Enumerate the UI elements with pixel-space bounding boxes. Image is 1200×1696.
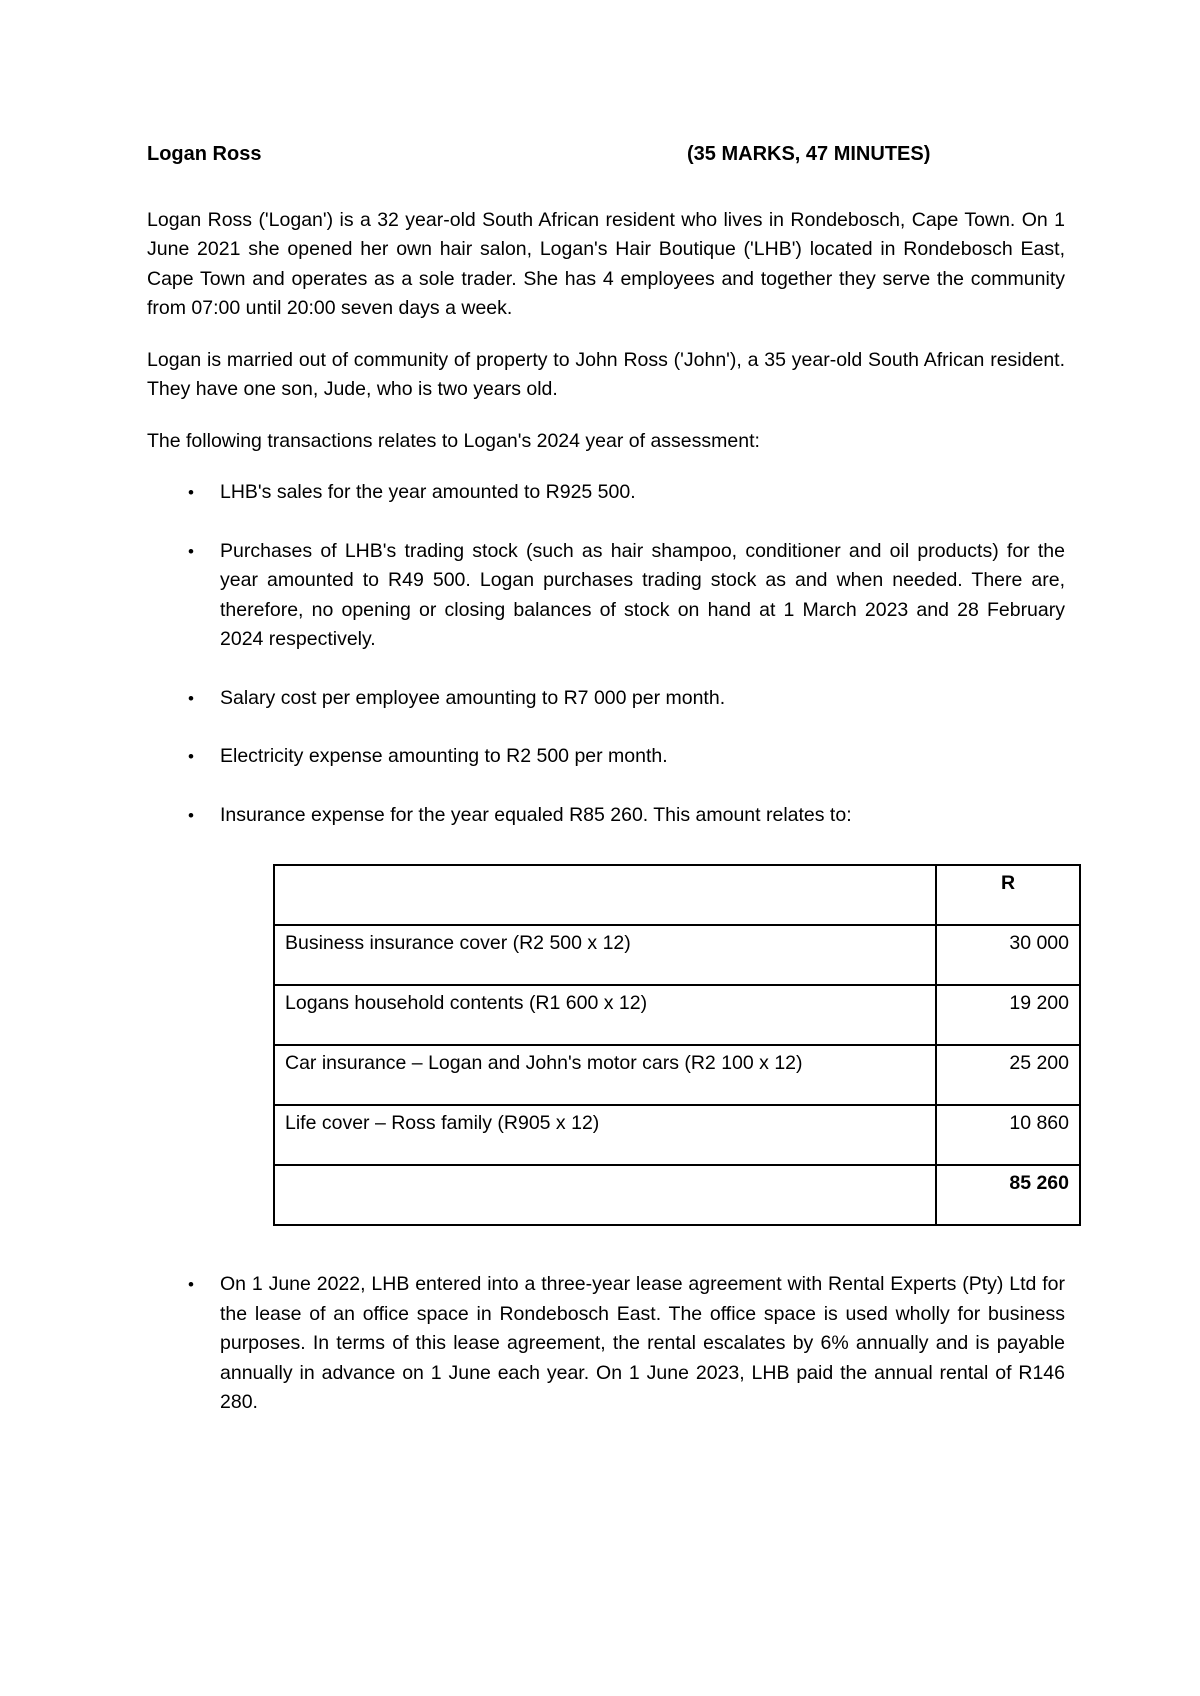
table-total-desc — [274, 1165, 936, 1225]
list-item-text: LHB's sales for the year amounted to R925 500. — [220, 481, 636, 503]
table-header-amount: R — [936, 865, 1080, 925]
table-row — [274, 1045, 1080, 1105]
list-item-text: Salary cost per employee amounting to R7 000 per month. — [220, 686, 726, 709]
list-item — [147, 801, 1065, 831]
paragraph-marriage: Logan is married out of community of property to John Ross ('John'), a 35 year-old South African resident. They have one son, Jude, who is two years old. — [147, 348, 1065, 400]
insurance-table — [273, 864, 1081, 1226]
bullet-icon: • — [188, 805, 194, 825]
table-row — [274, 985, 1080, 1045]
paragraph-intro: Logan Ross ('Logan') is a 32 year-old South African resident who lives in Rondebosch, Cape Town. On 1 June 2021 she opened her own hair salon, Logan's Hair Boutique ('LHB') located in Rondebosch East, Cape Town and operates as a sole trader. She has 4 employees and together they serve the community from 07:00 until 20:00 seven days a week. — [147, 208, 1065, 319]
list-item-text: Purchases of LHB's trading stock (such as hair shampoo, conditioner and oil products) for the year amounted to R49 500. Logan purchases trading stock as and when needed. There are, therefore, no opening or closing balances of stock on hand at 1 March 2023 and 28 February 2024 respectively. — [220, 539, 1065, 650]
bullet-icon: • — [188, 541, 194, 561]
table-cell-amount: 19 200 — [936, 985, 1080, 1045]
table-cell-amount: 30 000 — [936, 925, 1080, 985]
table-total-amount: 85 260 — [936, 1165, 1080, 1225]
list-item-text: Insurance expense for the year equaled R85 260. This amount relates to: — [220, 803, 852, 826]
list-item — [147, 537, 1065, 655]
paragraph-transactions-intro: The following transactions relates to Logan's 2024 year of assessment: — [147, 429, 760, 452]
question-heading — [147, 140, 1065, 170]
list-item — [147, 1270, 1065, 1418]
bullet-icon: • — [188, 688, 194, 708]
table-header-desc — [274, 865, 936, 925]
table-cell-amount: 25 200 — [936, 1045, 1080, 1105]
table-row — [274, 1105, 1080, 1165]
transactions-list — [147, 478, 1065, 830]
bullet-icon: • — [188, 747, 194, 766]
list-item-text: On 1 June 2022, LHB entered into a three-year lease agreement with Rental Experts (Pty) Ltd for the lease of an office space in Rondebosch East. The office space is used wholly for business purposes. In terms of this lease agreement, the rental escalates by 6% annually and is payable annually in advance on 1 June each year. On 1 June 2023, LHB paid the annual rental of R146 280. — [220, 1273, 1065, 1413]
document-page — [147, 140, 1069, 1447]
table-cell-desc: Logans household contents (R1 600 x 12) — [274, 985, 936, 1045]
question-title: Logan Ross — [147, 143, 262, 165]
table-row — [274, 925, 1080, 985]
table-total-row — [274, 1165, 1080, 1225]
list-item-text: Electricity expense amounting to R2 500 per month. — [220, 745, 668, 767]
table-cell-desc: Car insurance – Logan and John's motor cars (R2 100 x 12) — [274, 1045, 936, 1105]
table-cell-amount: 10 860 — [936, 1105, 1080, 1165]
table-cell-desc: Life cover – Ross family (R905 x 12) — [274, 1105, 936, 1165]
table-header-row — [274, 865, 1080, 925]
bullet-icon: • — [188, 483, 194, 502]
table-cell-desc: Business insurance cover (R2 500 x 12) — [274, 925, 936, 985]
list-item — [147, 684, 1065, 714]
lease-list — [147, 1270, 1065, 1418]
bullet-icon: • — [188, 1275, 194, 1294]
list-item — [147, 478, 1065, 508]
list-item — [147, 742, 1065, 772]
question-marks: (35 MARKS, 47 MINUTES) — [687, 143, 931, 165]
